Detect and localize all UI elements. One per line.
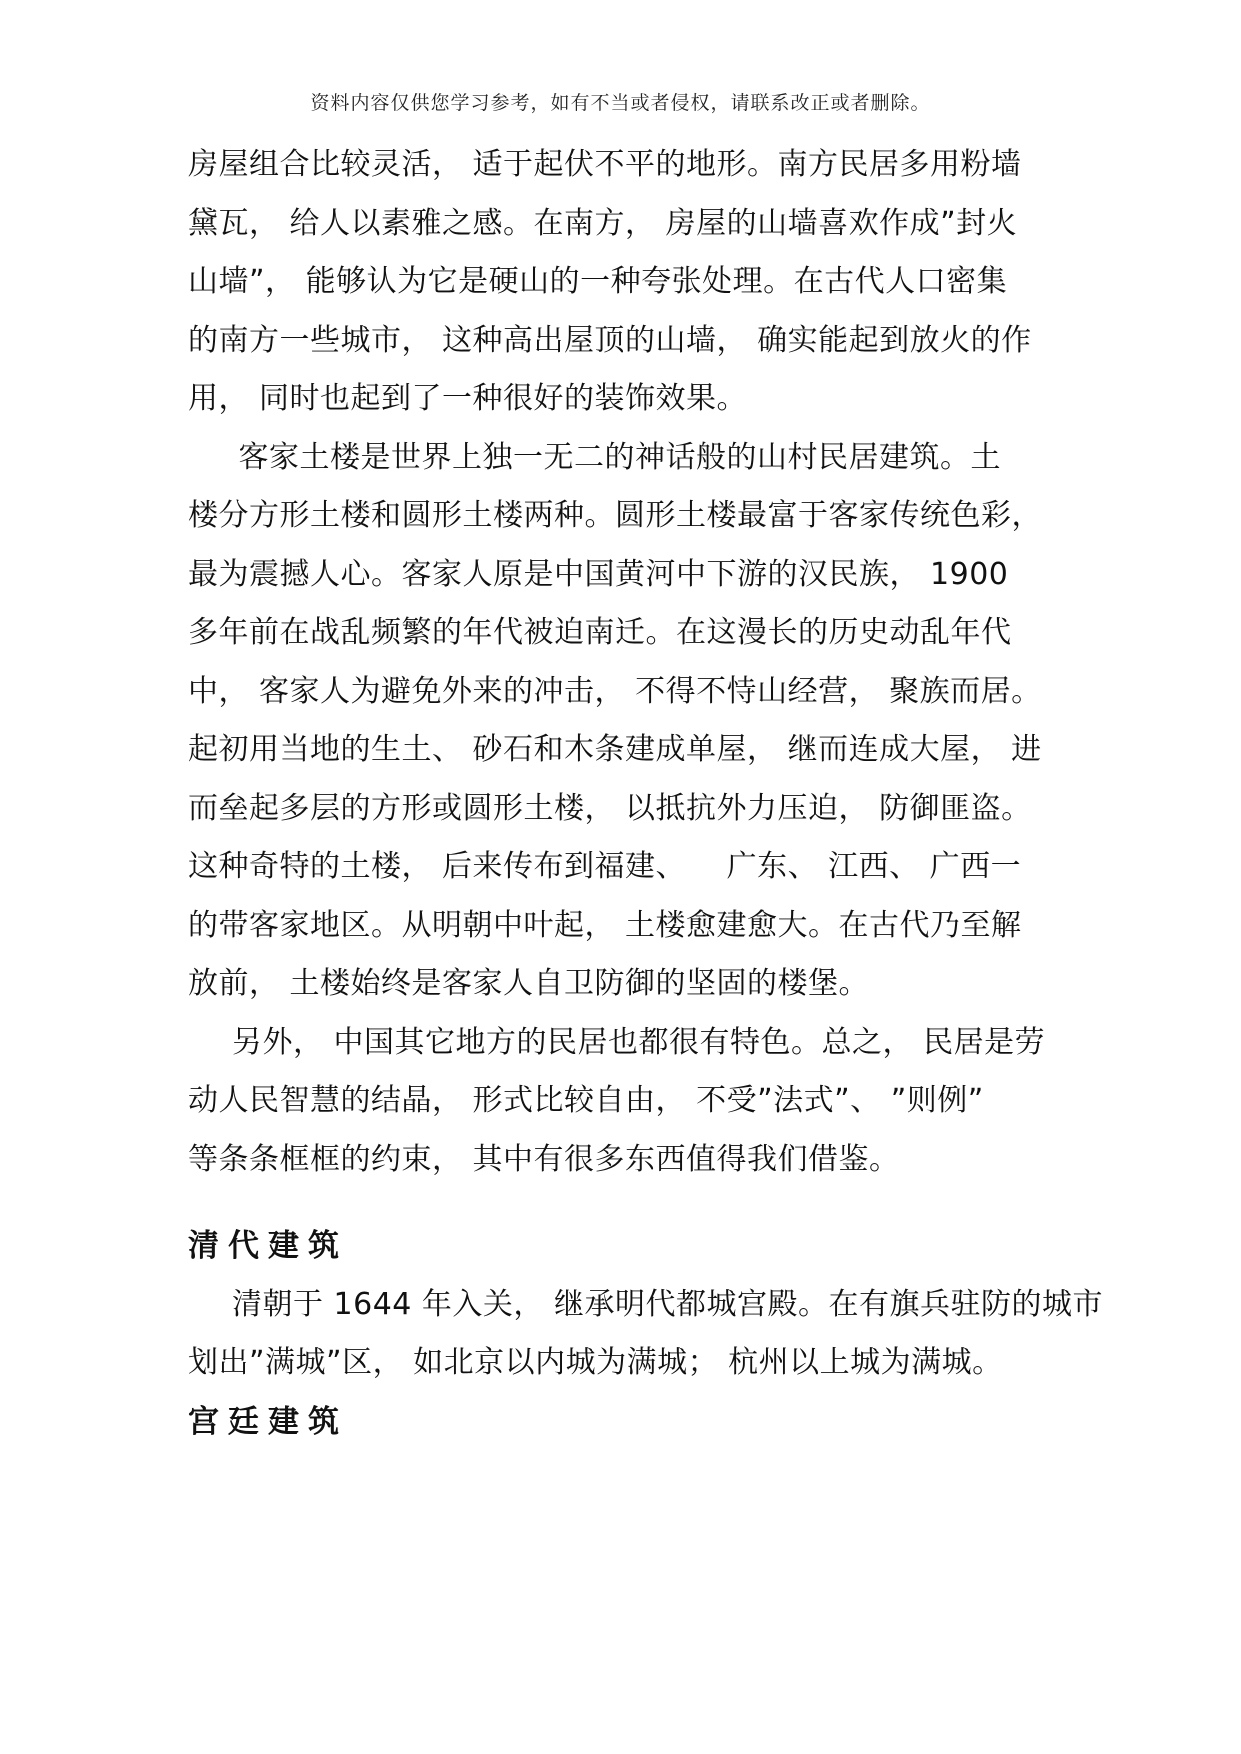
paragraph-line: 动人民智慧的结晶， 形式比较自由， 不受”法式”、 ”则例” xyxy=(188,1083,984,1118)
paragraph-line: 用， 同时也起到了一种很好的装饰效果。 xyxy=(188,381,748,416)
paragraph-line: 楼分方形土楼和圆形土楼两种。圆形土楼最富于客家传统色彩， xyxy=(188,498,1042,533)
paragraph-line: 的南方一些城市， 这种高出屋顶的山墙， 确实能起到放火的作 xyxy=(188,323,1032,358)
paragraph-line: 另外， 中国其它地方的民居也都很有特色。总之， 民居是劳 xyxy=(232,1025,1046,1060)
paragraph-line: 多年前在战乱频繁的年代被迫南迁。在这漫长的历史动乱年代 xyxy=(188,615,1012,650)
header-disclaimer: 资料内容仅供您学习参考，如有不当或者侵权，请联系改正或者删除。 xyxy=(310,92,931,114)
paragraph-line: 而垒起多层的方形或圆形土楼， 以抵抗外力压迫， 防御匪盗。 xyxy=(188,791,1032,826)
paragraph-line: 房屋组合比较灵活， 适于起伏不平的地形。南方民居多用粉墙 xyxy=(188,147,1022,182)
paragraph-line: 黛瓦， 给人以素雅之感。在南方， 房屋的山墙喜欢作成”封火 xyxy=(188,206,1018,241)
paragraph-line: 清朝于 1644 年入关， 继承明代都城宫殿。在有旗兵驻防的城市 xyxy=(232,1287,1103,1322)
paragraph-line: 客家土楼是世界上独一无二的神话般的山村民居建筑。土 xyxy=(208,440,1001,475)
section-heading-qing: 清代建筑 xyxy=(188,1228,348,1264)
section-heading-palace: 宫廷建筑 xyxy=(188,1404,348,1440)
paragraph-line: 山墙”， 能够认为它是硬山的一种夸张处理。在古代人口密集 xyxy=(188,264,1008,299)
paragraph-line: 等条条框框的约束， 其中有很多东西值得我们借鉴。 xyxy=(188,1142,900,1177)
paragraph-line: 起初用当地的生土、 砂石和木条建成单屋， 继而连成大屋， 进 xyxy=(188,732,1042,767)
paragraph-line: 这种奇特的土楼， 后来传布到福建、 广东、 江西、 广西一 xyxy=(188,849,1022,884)
paragraph-line: 最为震撼人心。客家人原是中国黄河中下游的汉民族， 1900 xyxy=(188,557,1009,592)
paragraph-line: 划出”满城”区， 如北京以内城为满城； 杭州以上城为满城。 xyxy=(188,1345,1003,1380)
paragraph-line: 中， 客家人为避免外来的冲击， 不得不恃山经营， 聚族而居。 xyxy=(188,674,1042,709)
paragraph-line: 的带客家地区。从明朝中叶起， 土楼愈建愈大。在古代乃至解 xyxy=(188,908,1022,943)
paragraph-line: 放前， 土楼始终是客家人自卫防御的坚固的楼堡。 xyxy=(188,966,870,1001)
